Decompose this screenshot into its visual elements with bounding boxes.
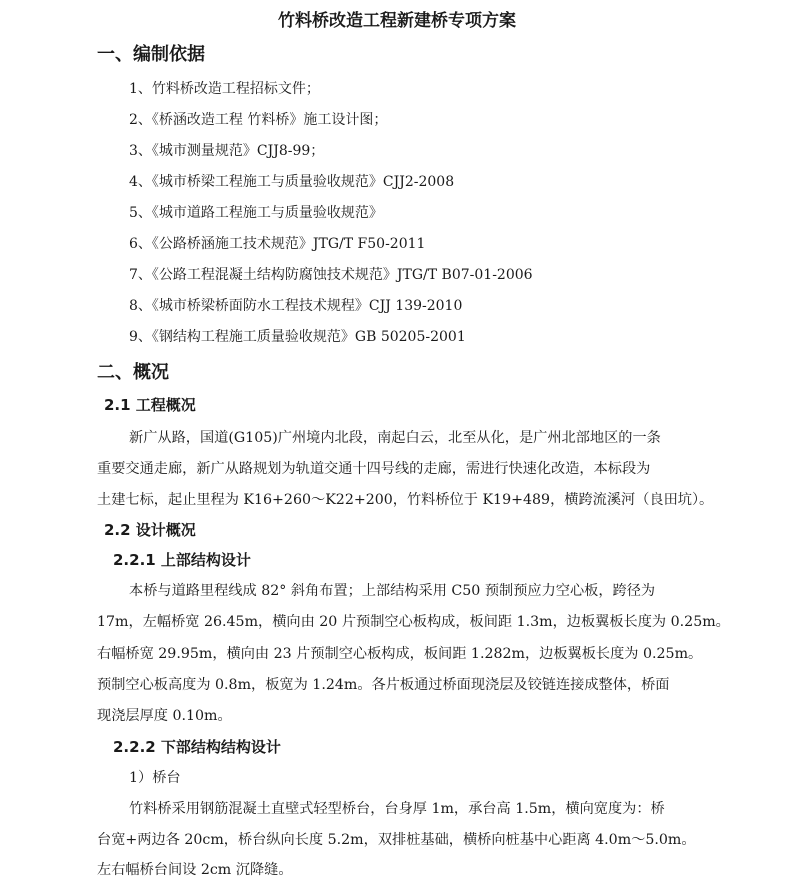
paragraph-line: 17m，左幅桥宽 26.45m，横向由 20 片预制空心板构成，板间距 1.3m，边板翼板长度为 0.25m。 — [97, 614, 730, 630]
paragraph-line: 本桥与道路里程线成 82° 斜角布置；上部结构采用 C50 预制预应力空心板，跨径为 — [129, 583, 656, 599]
list-item: 8、《城市桥梁桥面防水工程技术规程》CJJ 139-2010 — [129, 298, 463, 314]
subsection-heading-substructure: 2.2.2 下部结构结构设计 — [113, 738, 281, 756]
sub-heading-abutment: 1）桥台 — [129, 770, 181, 786]
list-item: 2、《桥涵改造工程 竹料桥》施工设计图； — [129, 112, 388, 128]
subsection-heading-superstructure: 2.2.1 上部结构设计 — [113, 551, 251, 569]
section-heading-overview: 二、概况 — [97, 362, 169, 383]
subsection-heading-project-overview: 2.1 工程概况 — [104, 396, 196, 414]
list-item: 1、竹料桥改造工程招标文件； — [129, 81, 320, 97]
paragraph-line: 竹料桥采用钢筋混凝土直壁式轻型桥台，台身厚 1m，承台高 1.5m，横向宽度为：桥 — [129, 801, 665, 817]
list-item: 3、《城市测量规范》CJJ8-99； — [129, 143, 325, 159]
paragraph-line: 现浇层厚度 0.10m。 — [97, 708, 232, 724]
section-heading-basis: 一、编制依据 — [97, 44, 205, 65]
paragraph-line: 左右幅桥台间设 2cm 沉降缝。 — [97, 862, 293, 878]
paragraph-line: 新广从路，国道(G105)广州境内北段，南起白云，北至从化，是广州北部地区的一条 — [129, 430, 661, 446]
paragraph-line: 右幅桥宽 29.95m，横向由 23 片预制空心板构成，板间距 1.282m，边板翼板长度为 0.25m。 — [97, 646, 703, 662]
list-item: 7、《公路工程混凝土结构防腐蚀技术规范》JTG/T B07-01-2006 — [129, 267, 533, 283]
list-item: 4、《城市桥梁工程施工与质量验收规范》CJJ2-2008 — [129, 174, 455, 190]
paragraph-line: 土建七标，起止里程为 K16+260～K22+200，竹料桥位于 K19+489，横跨流溪河（良田坑）。 — [97, 492, 714, 508]
document-title: 竹料桥改造工程新建桥专项方案 — [278, 11, 516, 31]
subsection-heading-design-overview: 2.2 设计概况 — [104, 521, 196, 539]
paragraph-line: 重要交通走廊，新广从路规划为轨道交通十四号线的走廊，需进行快速化改造，本标段为 — [97, 461, 651, 477]
list-item: 5、《城市道路工程施工与质量验收规范》 — [129, 205, 383, 221]
paragraph-line: 预制空心板高度为 0.8m，板宽为 1.24m。各片板通过桥面现浇层及铰链连接成整体，桥面 — [97, 677, 670, 693]
list-item: 9、《钢结构工程施工质量验收规范》GB 50205-2001 — [129, 329, 466, 345]
paragraph-line: 台宽+两边各 20cm，桥台纵向长度 5.2m，双排桩基础，横桥向桩基中心距离 4.0m～5.0m。 — [97, 832, 696, 848]
list-item: 6、《公路桥涵施工技术规范》JTG/T F50-2011 — [129, 236, 426, 252]
